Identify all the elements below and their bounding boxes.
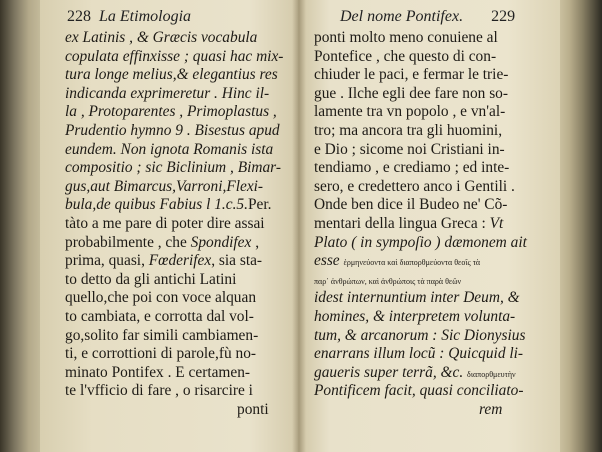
text-line bbox=[314, 141, 527, 160]
greek-text: διαπορθμευτὴν bbox=[467, 369, 516, 379]
text-line bbox=[65, 308, 283, 327]
text-segment: gus,aut Bimarcus,Varroni,Flexi- bbox=[65, 177, 264, 195]
text-segment: Fœderifex bbox=[148, 252, 212, 270]
right-page bbox=[298, 0, 560, 452]
text-line bbox=[314, 66, 527, 85]
text-line bbox=[65, 215, 283, 234]
left-page bbox=[40, 0, 302, 452]
text-line bbox=[65, 66, 283, 85]
text-line bbox=[314, 327, 527, 346]
text-line bbox=[65, 48, 283, 67]
text-line bbox=[65, 122, 283, 141]
text-segment: prima, quasi, bbox=[65, 252, 149, 270]
text-segment: homines, & interpretem volunta- bbox=[314, 307, 516, 325]
text-segment: Onde ben dice il Budeo ne' Cõ- bbox=[314, 196, 508, 214]
text-segment: Prudentio hymno 9 . Bisestus apud bbox=[65, 121, 280, 139]
text-line bbox=[65, 29, 283, 48]
text-segment: tro; ma ancora tra gli huomini, bbox=[314, 121, 503, 139]
text-segment: bula,de quibus Fabius l 1.c.5. bbox=[65, 196, 248, 214]
text-segment: tendiamo , e crediamo ; ed inte- bbox=[314, 159, 510, 177]
text-segment: Per. bbox=[247, 196, 272, 214]
book-gutter bbox=[292, 0, 306, 452]
text-line bbox=[314, 271, 527, 290]
text-segment: ex Latinis , & Græcis vocabula bbox=[65, 29, 258, 46]
text-segment: to detto da gli antichi Latini bbox=[65, 270, 237, 288]
text-segment: te l'vfficio di fare , o risarcire i bbox=[65, 382, 253, 400]
text-segment: mentari della lingua Greca : bbox=[314, 214, 490, 232]
text-segment: Spondifex bbox=[190, 233, 252, 251]
text-segment: esse bbox=[314, 252, 344, 270]
text-line bbox=[314, 196, 527, 215]
text-segment: Vt bbox=[489, 214, 504, 232]
text-segment: ti, e corrottioni di parole,fù no- bbox=[65, 345, 257, 363]
text-line bbox=[65, 382, 283, 401]
text-line bbox=[314, 85, 527, 104]
text-block bbox=[314, 29, 527, 419]
text-line bbox=[314, 48, 527, 67]
text-line bbox=[314, 345, 527, 364]
text-line bbox=[65, 141, 283, 160]
text-line bbox=[65, 234, 283, 253]
text-segment: e Dio ; sicome noi Cristiani in- bbox=[314, 140, 505, 158]
text-line bbox=[65, 345, 283, 364]
text-line bbox=[314, 252, 527, 271]
text-segment: Pontificem facit, quasi conciliato- bbox=[314, 382, 524, 400]
running-head: La Etimologia bbox=[99, 8, 192, 25]
text-segment: tum, & arcanorum : Sic Dionysius bbox=[314, 326, 526, 344]
text-line bbox=[65, 159, 283, 178]
text-line bbox=[65, 289, 283, 308]
text-line bbox=[65, 85, 283, 104]
text-segment: eundem. Non ignota Romanis ista bbox=[65, 140, 274, 158]
page-number: 229 bbox=[491, 8, 516, 25]
catchword: ponti bbox=[237, 400, 269, 418]
text-line bbox=[314, 159, 527, 178]
text-segment: Plato ( in sympoſio ) dæmonem ait bbox=[314, 233, 527, 251]
text-line bbox=[314, 289, 527, 308]
text-segment: copulata effinxisse ; quasi hac mix- bbox=[65, 47, 284, 65]
text-line bbox=[65, 103, 283, 122]
text-line bbox=[65, 178, 283, 197]
text-segment: ponti molto meno conuiene al bbox=[314, 29, 498, 46]
text-line bbox=[65, 271, 283, 290]
text-segment: tàto a me pare di poter dire assai bbox=[65, 214, 265, 232]
text-line bbox=[65, 196, 283, 215]
text-line bbox=[314, 234, 527, 253]
text-line bbox=[314, 103, 527, 122]
text-line bbox=[314, 215, 527, 234]
text-segment: , sia sta- bbox=[211, 252, 263, 270]
text-line bbox=[314, 382, 527, 401]
text-segment: go,solito far simili cambiamen- bbox=[65, 326, 259, 344]
text-segment: lamente tra vn popolo , e vn'al- bbox=[314, 103, 506, 121]
text-segment: compositio ; sic Biclinium , Bimar- bbox=[65, 159, 281, 177]
running-head: Del nome Pontifex. bbox=[340, 8, 464, 25]
text-segment: gue . Ilche egli dee fare non so- bbox=[314, 84, 509, 102]
text-segment: la , Protoparentes , Primoplastus , bbox=[65, 103, 277, 121]
text-line bbox=[314, 122, 527, 141]
text-segment: chiuder le paci, e fermar le trie- bbox=[314, 66, 509, 84]
text-line bbox=[314, 29, 527, 48]
page-number: 228 bbox=[67, 8, 91, 25]
text-segment: probabilmente , che bbox=[65, 233, 191, 251]
greek-text: παρ᾽ ἀνθρώπων, καὶ ἀνθρώποις τὰ παρὰ θεῶν bbox=[314, 276, 462, 286]
page-header bbox=[67, 8, 191, 26]
catchword: rem bbox=[479, 400, 503, 418]
text-segment: sero, e credettero anco i Gentili . bbox=[314, 177, 515, 195]
text-segment: Pontefice , che questo di con- bbox=[314, 47, 497, 65]
greek-text: ἑρμηνεύοντα καὶ διαπορθμεύοντα θεοῖς τὰ bbox=[343, 258, 481, 268]
text-segment: gaueris super terrã, &c. bbox=[314, 363, 468, 381]
text-block bbox=[65, 29, 283, 419]
text-line bbox=[314, 178, 527, 197]
text-line bbox=[65, 364, 283, 383]
text-segment: idest internuntium inter Deum, & bbox=[314, 289, 520, 307]
text-line bbox=[65, 327, 283, 346]
text-segment: tura longe melius,& elegantius res bbox=[65, 66, 278, 84]
text-segment: to cambiata, e corrotta dal vol- bbox=[65, 307, 254, 325]
text-line bbox=[314, 364, 527, 383]
page-header bbox=[340, 8, 515, 26]
text-segment: , bbox=[251, 233, 260, 251]
text-line bbox=[314, 308, 527, 327]
text-segment: minato Pontifex . E certamen- bbox=[65, 363, 251, 381]
text-segment: indicanda exprimeretur . Hinc il- bbox=[65, 84, 270, 102]
text-segment: quello,che poi con voce alquan bbox=[65, 289, 257, 307]
text-segment: enarrans illum locũ : Quicquid li- bbox=[314, 345, 524, 363]
text-line bbox=[65, 252, 283, 271]
